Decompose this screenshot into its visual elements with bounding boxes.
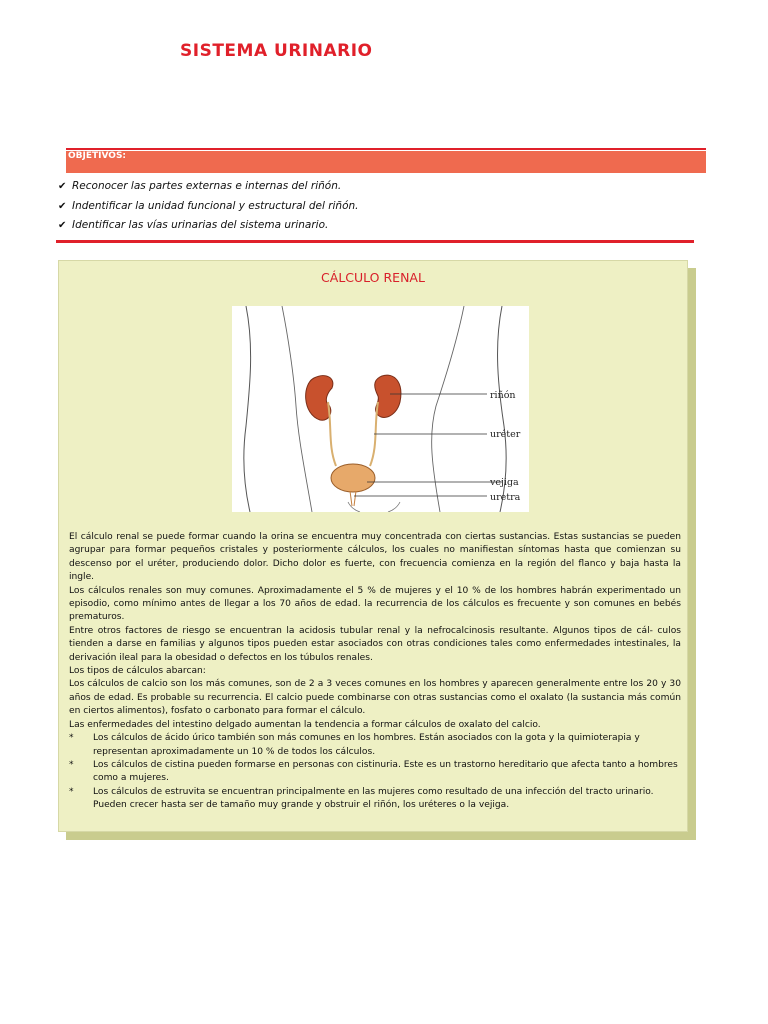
bullet-marker: * (69, 786, 74, 797)
check-icon: ✔ (58, 200, 67, 212)
panel-title: CÁLCULO RENAL (321, 270, 425, 285)
objectives-header-bar (66, 151, 706, 173)
paragraph: Los cálculos renales son muy comunes. Aproximadamente el 5 % de mujeres y el 10 % de los hombres habrán experimentado un episodio, como mínimo antes de llegar a los 70 años de edad. la recurrencia de los cálculos es frecuente y son comunes en bebés prematuros. (69, 585, 681, 623)
bullet-marker: * (69, 759, 74, 770)
panel-body-text (69, 531, 681, 813)
objectives-top-rule (66, 148, 706, 150)
objective-item: ✔ Indentificar la unidad funcional y estructural del riñón. (58, 199, 359, 212)
label-ureter: uréter (490, 429, 521, 440)
paragraph: Las enfermedades del intestino delgado aumentan la tendencia a formar cálculos de oxalato del calcio. (69, 719, 541, 730)
objective-item: ✔ Identificar las vías urinarias del sistema urinario. (58, 219, 329, 231)
bullet-item: * Los cálculos de cistina pueden formarse en personas con cistinuria. Este es un trastorno hereditario que afecta tanto a hombres como a mujeres. (69, 759, 681, 786)
section-divider (56, 240, 694, 243)
label-uretra: uretra (490, 492, 521, 503)
label-vejiga: vejiga (490, 477, 519, 488)
urinary-system-figure (232, 306, 529, 512)
check-icon: ✔ (58, 220, 67, 231)
objectives-header: OBJETIVOS: (68, 151, 127, 161)
objectives-list (58, 179, 359, 238)
paragraph: Los tipos de cálculos abarcan: (69, 666, 206, 677)
bullet-marker: * (69, 733, 74, 744)
check-icon: ✔ (58, 181, 67, 192)
objective-item: ✔ Reconocer las partes externas e internas del riñón. (58, 180, 342, 192)
paragraph: El cálculo renal se puede formar cuando la orina se encuentra muy concentrada con ciertas sustancias. Estas sustancias se pueden agrupar para formar pequeños cristales y posteriormente cálculos, los cuales no manifiestan síntomas hasta que comienzan su descenso por el uréter, produciendo dolor. Dicho dolor es fuerte, con frecuencia comienza en la región del flanco y baja hasta la ingle. (69, 532, 681, 583)
paragraph: Los cálculos de calcio son los más comunes, son de 2 a 3 veces comunes en los hombres y aparecen generalmente entre los 20 y 30 años de edad. Es probable su recurrencia. El calcio puede combinarse con otras sustancias como el oxalato (la sustancia más común en ciertos alimentos), fosfato o carbonato para formar el cálculo. (69, 679, 681, 717)
calculo-renal-panel (58, 260, 688, 832)
bullet-item: * Los cálculos de ácido úrico también son más comunes en los hombres. Están asociados con la gota y la quimioterapia y representan aproximadamente un 10 % de todos los cálculos. (69, 732, 681, 759)
bullet-item: * Los cálculos de estruvita se encuentran principalmente en las mujeres como resultado de una infección del tracto urinario. Pueden crecer hasta ser de tamaño muy grande y obstruir el riñón, los uréteres o la vejiga. (69, 786, 681, 813)
label-rinon: riñón (490, 390, 516, 401)
document-title: SISTEMA URINARIO (180, 41, 373, 61)
paragraph: Entre otros factores de riesgo se encuentran la acidosis tubular renal y la nefrocalcinosis resultante. Algunos tipos de cál- culos tienden a darse en familias y algunos tipos pueden estar asociados con otras condiciones tales como enfermedades intestinales, la derivación ileal para la obesidad o defectos en los túbulos renales. (69, 625, 681, 663)
urinary-system-illustration (232, 306, 529, 512)
